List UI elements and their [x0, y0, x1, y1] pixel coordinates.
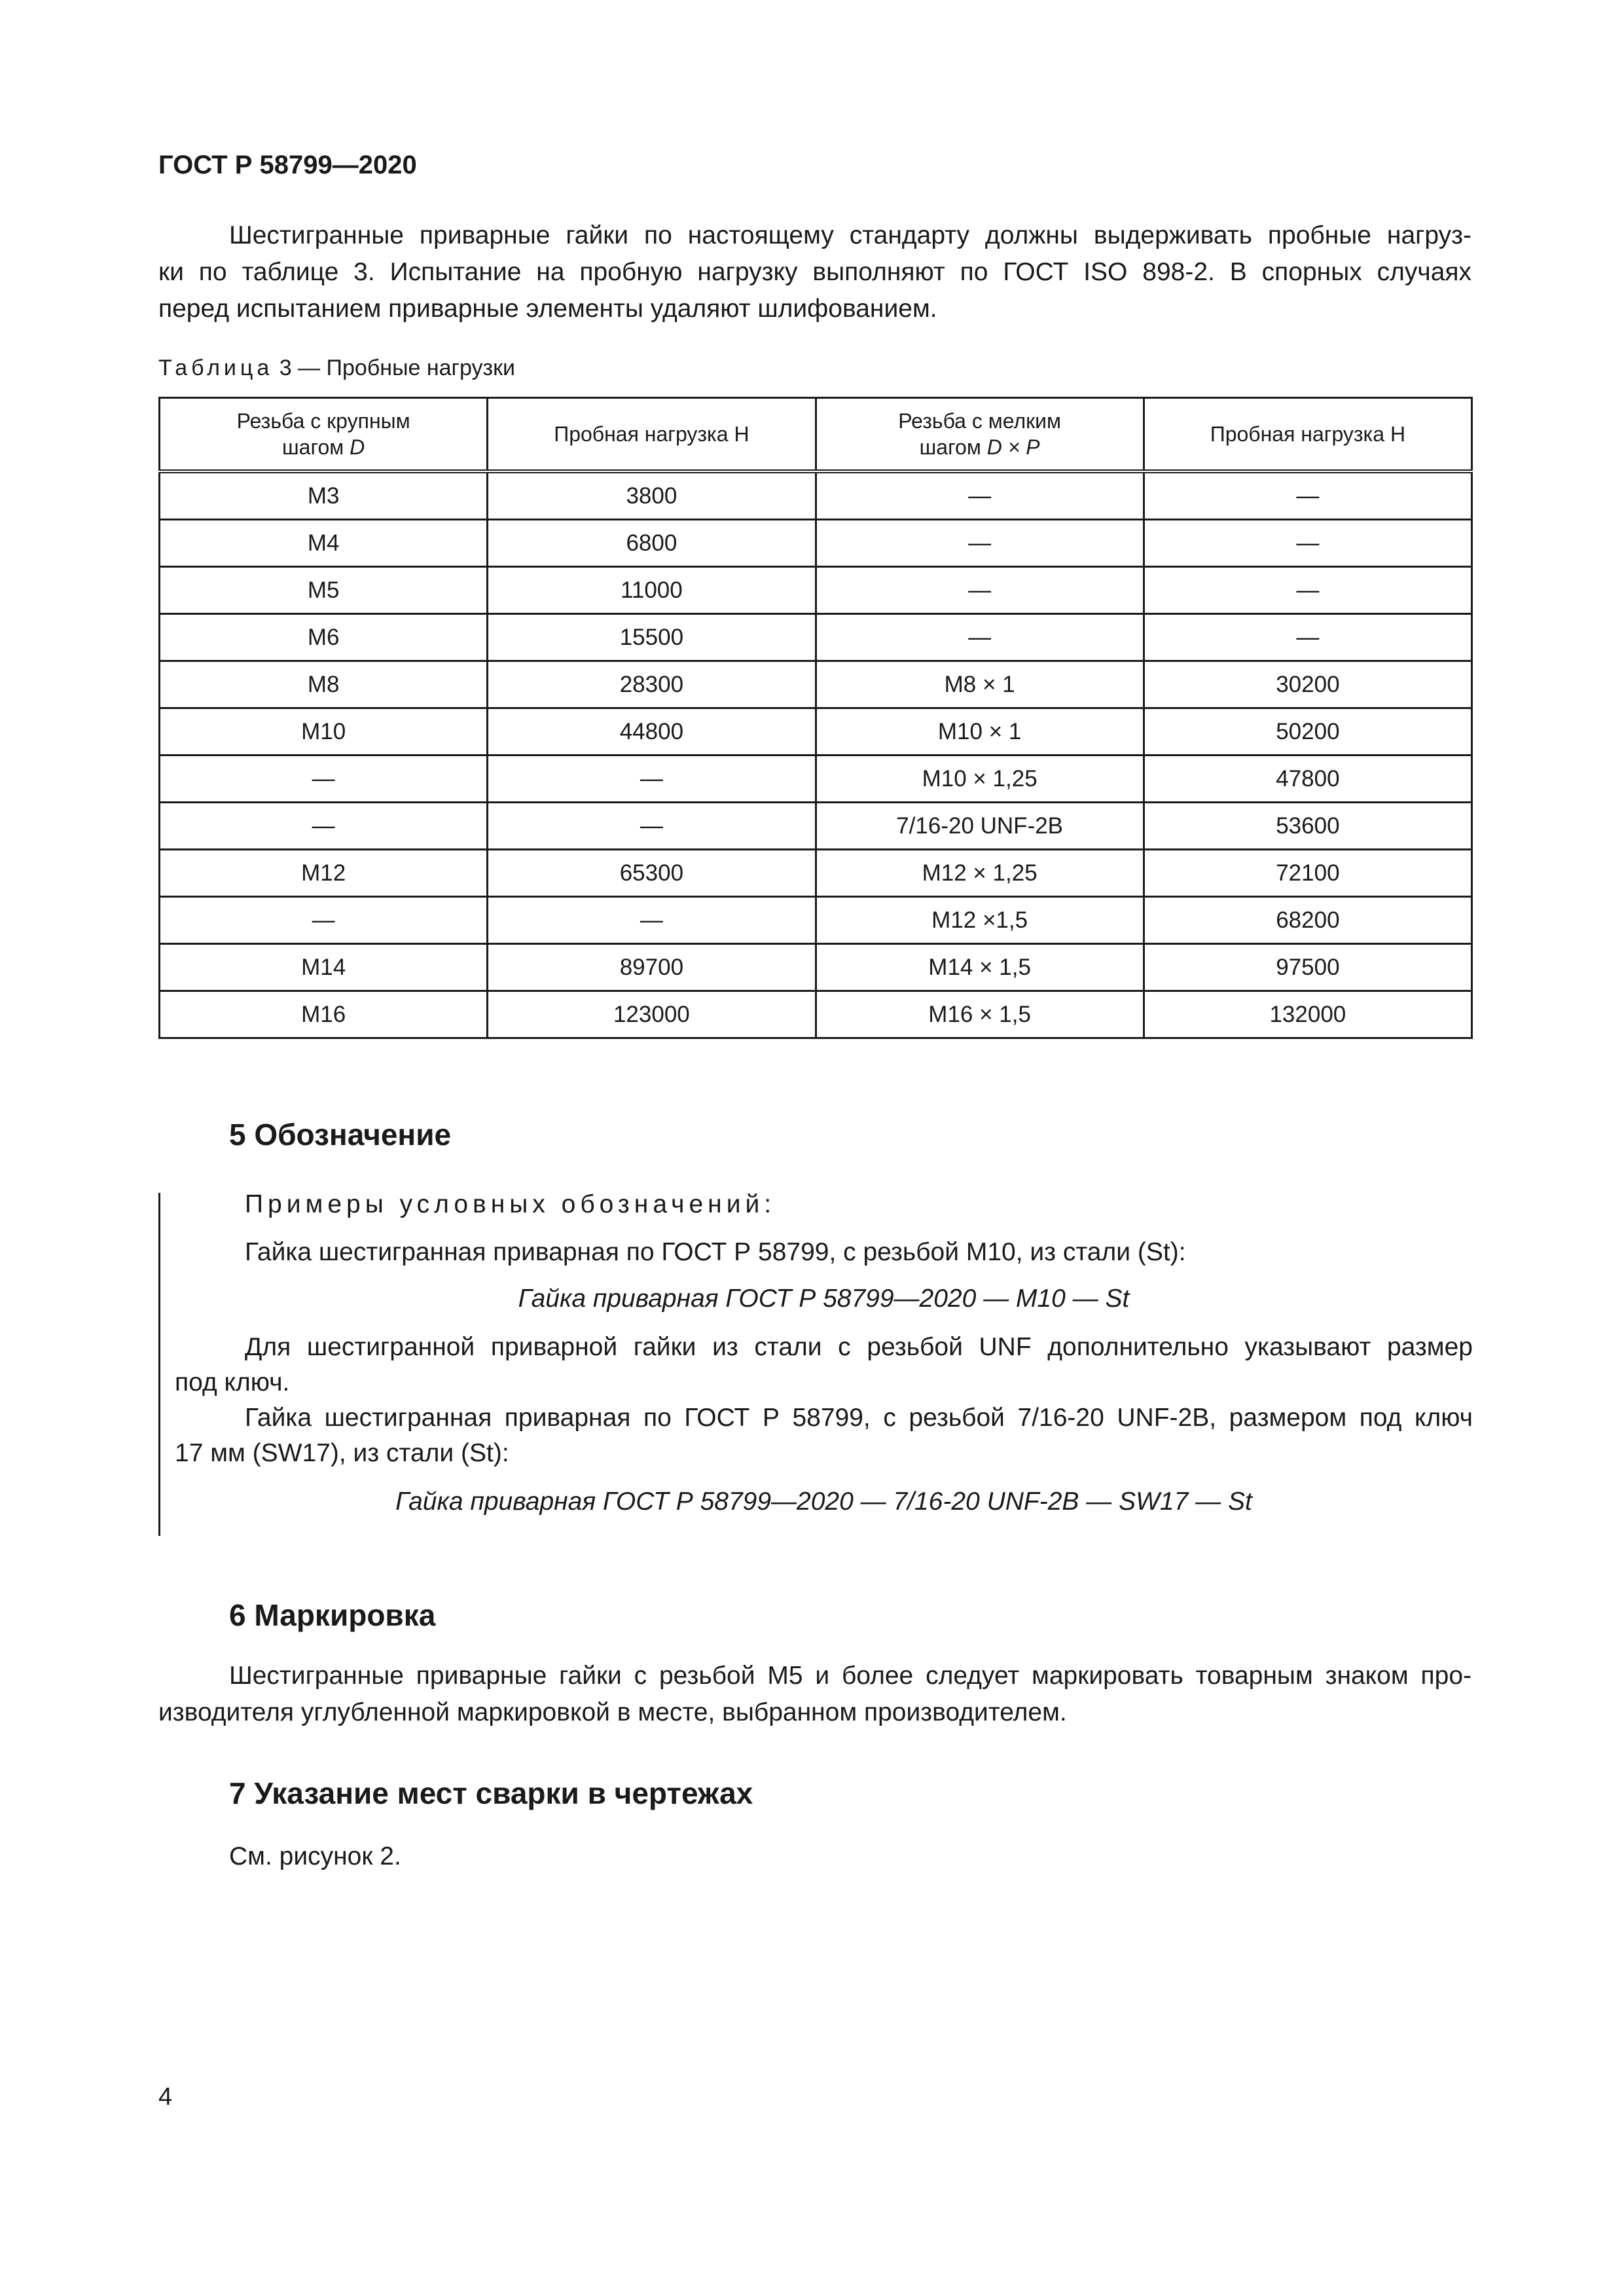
table-cell: 47800	[1144, 756, 1471, 803]
note-line: под ключ.	[175, 1368, 290, 1396]
table-cell: М14	[160, 944, 488, 991]
table-caption-title: 3 — Пробные нагрузки	[273, 355, 515, 380]
table-cell: —	[488, 803, 816, 850]
intro-line: Шестигранные приварные гайки по настоящему стандарту должны выдерживать пробные нагруз-	[229, 221, 1471, 249]
table-cell: 30200	[1144, 661, 1471, 708]
intro-paragraph	[158, 217, 1471, 327]
table-cell: 15500	[488, 614, 816, 661]
section-7-paragraph	[158, 1838, 1471, 1875]
table-cell: М4	[160, 520, 488, 567]
table-cell: 123000	[488, 991, 816, 1038]
section-7-text: См. рисунок 2.	[229, 1842, 401, 1870]
table-row	[160, 520, 1472, 567]
table-cell: М6	[160, 614, 488, 661]
header-fine-thread	[816, 398, 1144, 472]
section-6-line: Шестигранные приварные гайки с резьбой М5 и более следует маркировать товарным знаком про-	[229, 1662, 1471, 1690]
table-row	[160, 708, 1472, 756]
table-header-row	[160, 398, 1472, 472]
table-row	[160, 614, 1472, 661]
header-text: шагом	[282, 435, 350, 459]
table-cell: —	[160, 897, 488, 944]
table-cell: М10 × 1	[816, 708, 1144, 756]
table-cell: 72100	[1144, 850, 1471, 897]
page-number: 4	[158, 2083, 173, 2111]
table-cell: —	[816, 614, 1144, 661]
table-cell: —	[816, 520, 1144, 567]
example-2-designation: Гайка приварная ГОСТ Р 58799—2020 — 7/16-20 UNF-2B — SW17 — St	[395, 1487, 1252, 1516]
table-caption-label: Таблица	[158, 355, 274, 380]
header-variable: D × P	[986, 435, 1040, 459]
table-row	[160, 991, 1472, 1038]
example-1-text: Гайка шестигранная приварная по ГОСТ Р 58799, с резьбой М10, из стали (St):	[245, 1238, 1186, 1266]
table-cell: М5	[160, 567, 488, 614]
table-cell: М12	[160, 850, 488, 897]
section-7-heading: 7 Указание мест сварки в чертежах	[229, 1776, 753, 1810]
table-cell: М14 × 1,5	[816, 944, 1144, 991]
example-2-text: 17 мм (SW17), из стали (St):	[175, 1439, 509, 1467]
table-cell: М10	[160, 708, 488, 756]
table-row	[160, 850, 1472, 897]
table-row	[160, 803, 1472, 850]
proof-load-table	[158, 397, 1473, 1039]
table-cell: 50200	[1144, 708, 1471, 756]
section-6-line: изводителя углубленной маркировкой в месте, выбранном производителем.	[158, 1698, 1067, 1726]
intro-line: ки по таблице 3. Испытание на пробную нагрузку выполняют по ГОСТ ISO 898-2. В спорных случаях	[158, 258, 1471, 286]
table-cell: 3800	[488, 471, 816, 520]
standard-id: ГОСТ Р 58799—2020	[158, 151, 417, 179]
table-cell: 6800	[488, 520, 816, 567]
table-cell: М16	[160, 991, 488, 1038]
table-cell: М8	[160, 661, 488, 708]
header-variable: D	[350, 435, 365, 459]
example-2-text: Гайка шестигранная приварная по ГОСТ Р 58799, с резьбой 7/16-20 UNF-2B, размером под ключ	[245, 1404, 1473, 1432]
examples-label: Примеры условных обозначений:	[245, 1190, 776, 1218]
header-text: Резьба с мелким	[898, 409, 1062, 433]
table-body	[160, 471, 1472, 1038]
header-text: шагом	[919, 435, 987, 459]
section-6-paragraph	[158, 1658, 1471, 1731]
table-cell: 89700	[488, 944, 816, 991]
table-cell: —	[1144, 614, 1471, 661]
table-cell: 44800	[488, 708, 816, 756]
table-cell: —	[160, 803, 488, 850]
header-text: Резьба с крупным	[236, 409, 410, 433]
table-cell: 28300	[488, 661, 816, 708]
table-cell: —	[488, 897, 816, 944]
intro-line: перед испытанием приварные элементы удаляют шлифованием.	[158, 295, 937, 323]
header-proof-load-fine	[1144, 398, 1471, 472]
table-cell: —	[816, 567, 1144, 614]
table-cell: М16 × 1,5	[816, 991, 1144, 1038]
table-cell: 7/16-20 UNF-2B	[816, 803, 1144, 850]
table-cell: —	[816, 471, 1144, 520]
table-cell: —	[488, 756, 816, 803]
table-caption	[158, 355, 515, 381]
table-cell: —	[160, 756, 488, 803]
table-row	[160, 567, 1472, 614]
table-cell: 53600	[1144, 803, 1471, 850]
section-5-heading: 5 Обозначение	[229, 1118, 452, 1152]
table-cell: —	[1144, 567, 1471, 614]
table-cell: М3	[160, 471, 488, 520]
change-bar	[158, 1193, 160, 1536]
table-row	[160, 897, 1472, 944]
table-cell: М12 ×1,5	[816, 897, 1144, 944]
table-row	[160, 756, 1472, 803]
header-proof-load	[488, 398, 816, 472]
example-1-designation: Гайка приварная ГОСТ Р 58799—2020 — М10 — St	[518, 1285, 1130, 1313]
section-6-heading: 6 Маркировка	[229, 1598, 436, 1632]
table-cell: —	[1144, 471, 1471, 520]
table-cell: 97500	[1144, 944, 1471, 991]
header-coarse-thread	[160, 398, 488, 472]
table-cell: 11000	[488, 567, 816, 614]
table-cell: 65300	[488, 850, 816, 897]
table-cell: М8 × 1	[816, 661, 1144, 708]
note-line: Для шестигранной приварной гайки из стали с резьбой UNF дополнительно указывают размер	[245, 1333, 1473, 1361]
table-row	[160, 471, 1472, 520]
table-cell: М10 × 1,25	[816, 756, 1144, 803]
header-text: Пробная нагрузка Н	[1210, 422, 1406, 446]
table-cell: 68200	[1144, 897, 1471, 944]
table-cell: М12 × 1,25	[816, 850, 1144, 897]
header-text: Пробная нагрузка Н	[554, 422, 749, 446]
table-row	[160, 661, 1472, 708]
table-row	[160, 944, 1472, 991]
table-cell: —	[1144, 520, 1471, 567]
table-cell: 132000	[1144, 991, 1471, 1038]
